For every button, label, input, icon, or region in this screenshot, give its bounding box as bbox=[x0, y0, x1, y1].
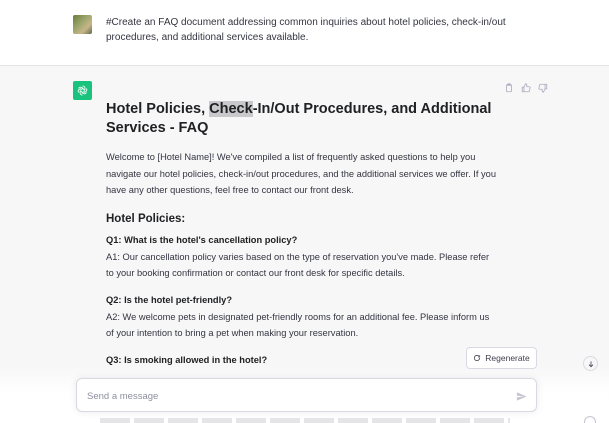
assistant-message-row bbox=[0, 66, 609, 423]
paper-plane-icon[interactable] bbox=[515, 390, 527, 402]
faq-answer: A1: Our cancellation policy varies based on the type of reservation you've made. Please refer to your booking confirmation or contact our front desk for specific details. bbox=[106, 251, 490, 278]
scroll-to-bottom-button[interactable] bbox=[583, 356, 598, 371]
thumbs-down-icon[interactable] bbox=[537, 82, 548, 93]
faq-question: Q1: What is the hotel's cancellation policy? bbox=[106, 234, 298, 245]
regenerate-button[interactable] bbox=[466, 347, 537, 369]
message-composer[interactable] bbox=[76, 378, 537, 412]
footer-text-fade bbox=[100, 418, 510, 423]
assistant-avatar bbox=[73, 81, 92, 100]
assistant-message-content bbox=[106, 100, 498, 367]
title-part: -In/Out Procedures, and Additional Services - FAQ bbox=[106, 101, 492, 136]
refresh-icon bbox=[473, 354, 481, 362]
user-avatar bbox=[73, 15, 92, 34]
user-message-row bbox=[0, 0, 609, 66]
openai-logo-icon bbox=[76, 84, 89, 97]
faq-answer: A2: We welcome pets in designated pet-friendly rooms for an additional fee. Please inform us of your intention to bring a pet when making your reservation. bbox=[106, 311, 490, 338]
faq-question: Q3: Is smoking allowed in the hotel? bbox=[106, 354, 268, 365]
arrow-down-icon bbox=[587, 360, 595, 368]
message-input[interactable] bbox=[87, 388, 497, 404]
clipboard-icon[interactable] bbox=[503, 82, 514, 93]
title-part: Hotel Policies, bbox=[106, 101, 210, 117]
faq-title bbox=[106, 100, 498, 138]
user-message-text: #Create an FAQ document addressing common inquiries about hotel policies, check-in/out procedures, and additional services available. bbox=[106, 17, 506, 43]
thumbs-up-icon[interactable] bbox=[520, 82, 531, 93]
faq-question: Q2: Is the hotel pet-friendly? bbox=[106, 294, 233, 305]
help-icon[interactable] bbox=[584, 416, 596, 423]
section-heading: Hotel Policies: bbox=[106, 212, 186, 225]
intro-paragraph: Welcome to [Hotel Name]! We've compiled a list of frequently asked questions to help you navigate our hotel policies, check-in/out procedures, and the additional services we offer. If you have any other questions, feel free to contact our front desk. bbox=[106, 152, 497, 195]
regenerate-label: Regenerate bbox=[485, 353, 530, 363]
message-actions bbox=[503, 82, 548, 93]
title-highlight: Check bbox=[209, 101, 253, 117]
